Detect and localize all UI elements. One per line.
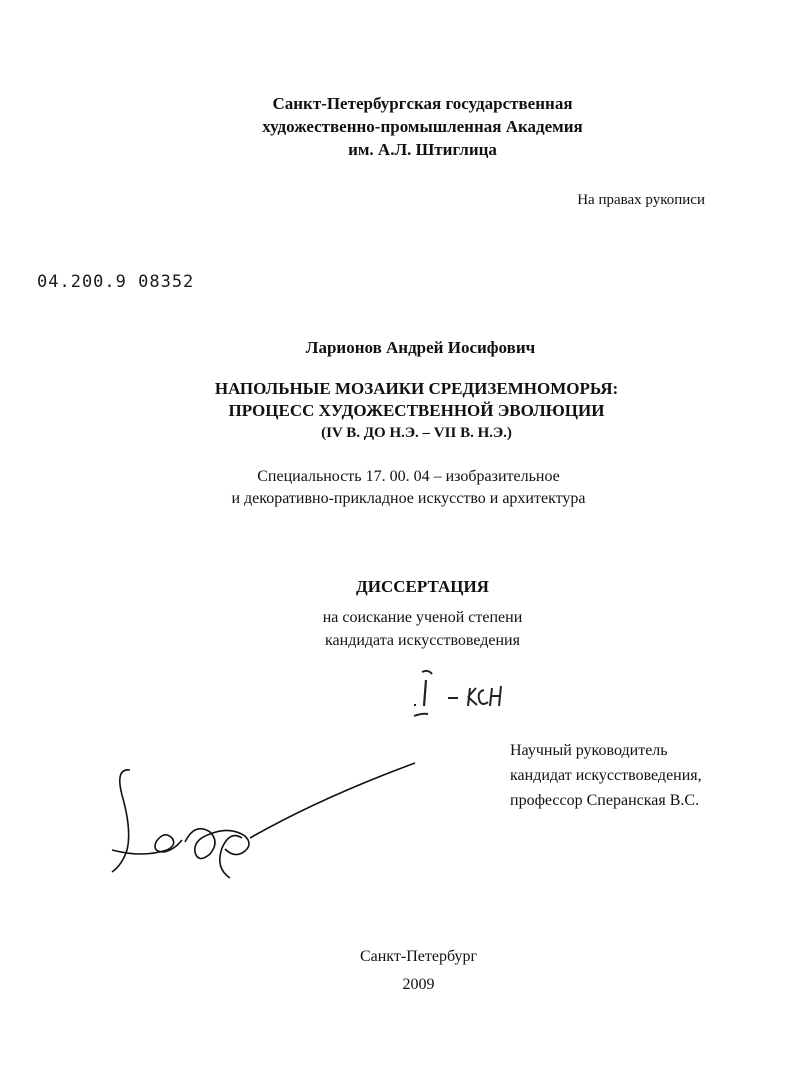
title-line-3: (IV В. ДО Н.Э. – VII В. Н.Э.) (321, 425, 512, 441)
institution-line-3: им. А.Л. Штиглица (348, 140, 497, 159)
title-line-2: ПРОЦЕСС ХУДОЖЕСТВЕННОЙ ЭВОЛЮЦИИ (228, 401, 605, 420)
degree-line-2: кандидата искусствоведения (325, 632, 520, 649)
specialty-line-2: и декоративно-прикладное искусство и архитектура (231, 490, 586, 507)
specialty-line-1: Специальность 17. 00. 04 – изобразительное (257, 468, 560, 485)
handwritten-note-drawing (400, 668, 510, 718)
specialty (12, 466, 793, 510)
year: 2009 (402, 976, 435, 993)
registry-code: 04.200.9 08352 (37, 272, 195, 292)
thesis-title (20, 378, 793, 444)
city: Санкт-Петербург (359, 948, 478, 965)
signature-drawing (100, 750, 430, 900)
document-type: ДИССЕРТАЦИЯ (356, 577, 489, 596)
supervisor (510, 738, 702, 813)
degree (26, 606, 793, 652)
handwritten-note (400, 668, 510, 723)
institution-line-1: Санкт-Петербургская государственная (272, 94, 573, 113)
author-name: Ларионов Андрей Иосифович (305, 338, 536, 357)
degree-line-1: на соискание ученой степени (322, 609, 523, 626)
supervisor-line-2: кандидат искусствоведения, (510, 767, 702, 784)
signature (100, 750, 430, 905)
supervisor-line-3: профессор Сперанская В.С. (510, 792, 700, 809)
institution-line-2: художественно-промышленная Академия (262, 117, 583, 136)
rights-note: На правах рукописи (577, 192, 705, 208)
title-line-1: НАПОЛЬНЫЕ МОЗАИКИ СРЕДИЗЕМНОМОРЬЯ: (214, 379, 619, 398)
institution-name (26, 92, 793, 161)
supervisor-line-1: Научный руководитель (510, 742, 668, 759)
